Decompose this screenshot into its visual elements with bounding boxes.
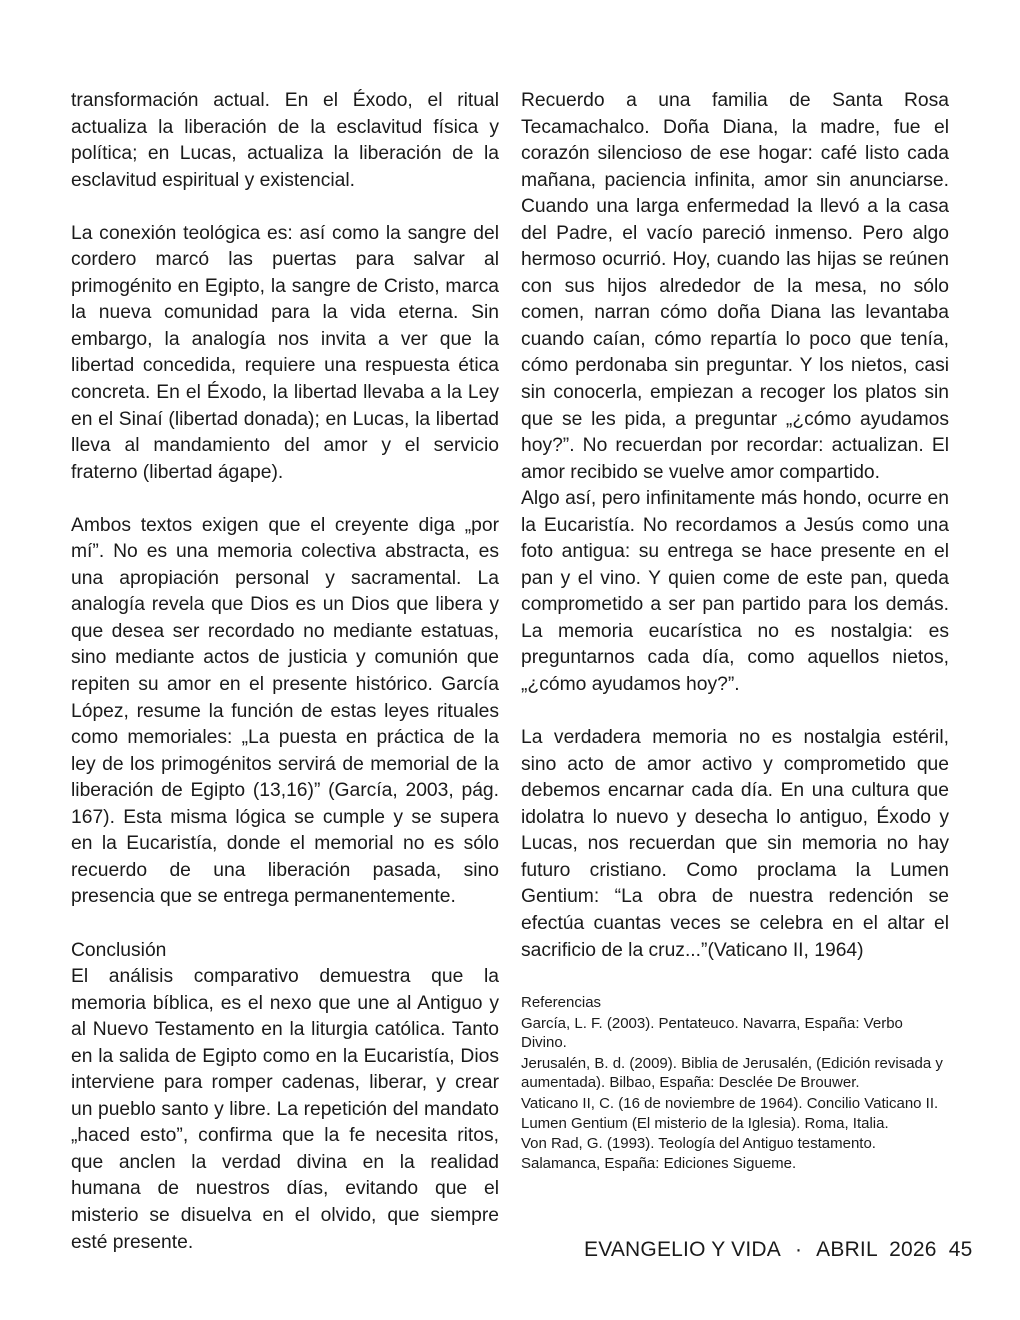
paragraph: El análisis comparativo demuestra que la memoria bíblica, es el nexo que une al Antiguo y al Nuevo Testamento en la liturgia católica. Tanto en la salida de Egipto como en la Eucaristía, Dios interviene para romper cadenas, liberar, y crear un pueblo santo y libre. La repetición del mandato „haced esto”, confirma que la fe necesita ritos, que anclen la verdad divina en la realidad humana de nuestros días, evitando que el misterio se disuelva en el olvido, que siempre esté presente. xyxy=(71,966,499,1253)
reference-item: Jerusalén, B. d. (2009). Biblia de Jerusalén, (Edición revisada y aumentada). Bilbao, España: Desclée De Brouwer. xyxy=(521,1054,943,1092)
left-column xyxy=(71,88,499,1256)
paragraph: Recuerdo a una familia de Santa Rosa Tecamachalco. Doña Diana, la madre, fue el corazón silencioso de ese hogar: café listo cada mañana, paciencia infinita, amor sin anunciarse. Cuando una larga enfermedad la llevó a la casa del Padre, el vacío pareció inmenso. Pero algo hermoso ocurrió. Hoy, cuando las hijas se reúnen con sus hijos alrededor de la mesa, no sólo comen, narran cómo doña Diana las levantaba cuando caían, cómo repartía lo poco que tenía, cómo perdonaba sin preguntar. Y los nietos, casi sin conocerla, empiezan a recoger los platos sin que se les pida, a preguntar „¿cómo ayudamos hoy?”. No recuerdan por recordar: actualizan. El amor recibido se vuelve amor compartido. xyxy=(521,90,949,483)
reference-item: García, L. F. (2003). Pentateuco. Navarra, España: Verbo Divino. xyxy=(521,1014,903,1052)
right-column xyxy=(521,88,949,1173)
reference-item: Vaticano II, C. (16 de noviembre de 1964). Concilio Vaticano II. Lumen Gentium (El misterio de la Iglesia). Roma, Italia. xyxy=(521,1095,939,1132)
paragraph: Ambos textos exigen que el creyente diga „por mí”. No es una memoria colectiva abstracta, es una apropiación personal y sacramental. La analogía revela que Dios es un Dios que libera y que desea ser recordado no mediante estatuas, sino mediante actos de justicia y comunión que repiten su amor en el presente histórico. García López, resume la función de estas leyes rituales como memoriales: „La puesta en práctica de la ley de los primogénitos servirá de memorial de la liberación de Egipto (13,16)” (García, 2003, pág. 167). Esta misma lógica se cumple y se supera en la Eucaristía, donde el memorial no es sólo recuerdo de una liberación pasada, sino presencia que se entrega permanentemente. xyxy=(71,514,499,908)
paragraph: transformación actual. En el Éxodo, el ritual actualiza la liberación de la esclavitud física y política; en Lucas, actualiza la liberación de la esclavitud espiritual y existencial. xyxy=(71,90,499,191)
paragraph: Algo así, pero infinitamente más hondo, ocurre en la Eucaristía. No recordamos a Jesús como una foto antigua: su entrega se hace presente en el pan y el vino. Y quien come de este pan, queda comprometido a ser pan partido para los demás. La memoria eucarística no es nostalgia: es preguntarnos cada día, como aquellos nietos, „¿cómo ayudamos hoy?”. xyxy=(521,488,949,696)
references xyxy=(521,993,949,1173)
footer-separator: · xyxy=(794,1238,803,1261)
page-number: 45 xyxy=(948,1238,973,1261)
page-footer xyxy=(584,1237,973,1263)
reference-item: Von Rad, G. (1993). Teología del Antiguo testamento. Salamanca, España: Ediciones Sigueme. xyxy=(521,1135,876,1172)
section-heading: Conclusión xyxy=(71,939,167,961)
references-heading: Referencias xyxy=(521,994,602,1012)
paragraph: La conexión teológica es: así como la sangre del cordero marcó las puertas para salvar al primogénito en Egipto, la sangre de Cristo, marca la nueva comunidad para la vida eterna. Sin embargo, la analogía nos invita a ver que la libertad concedida, requiere una respuesta ética concreta. En el Éxodo, la libertad llevaba a la Ley en el Sinaí (libertad donada); en Lucas, la libertad lleva al mandamiento del amor y el servicio fraterno (libertad ágape). xyxy=(71,222,499,483)
publication-name: EVANGELIO Y VIDA xyxy=(584,1238,781,1261)
paragraph: La verdadera memoria no es nostalgia estéril, sino acto de amor activo y comprometido que debemos encarnar cada día. En una cultura que idolatra lo nuevo y desecha lo antiguo, Éxodo y Lucas, nos recuerdan que sin memoria no hay futuro cristiano. Como proclama la Lumen Gentium: “La obra de nuestra redención se efectúa cuantas veces se celebra en el altar el sacrificio de la cruz...”(Vaticano II, 1964) xyxy=(521,727,949,961)
issue-date: ABRIL 2026 xyxy=(816,1238,937,1261)
